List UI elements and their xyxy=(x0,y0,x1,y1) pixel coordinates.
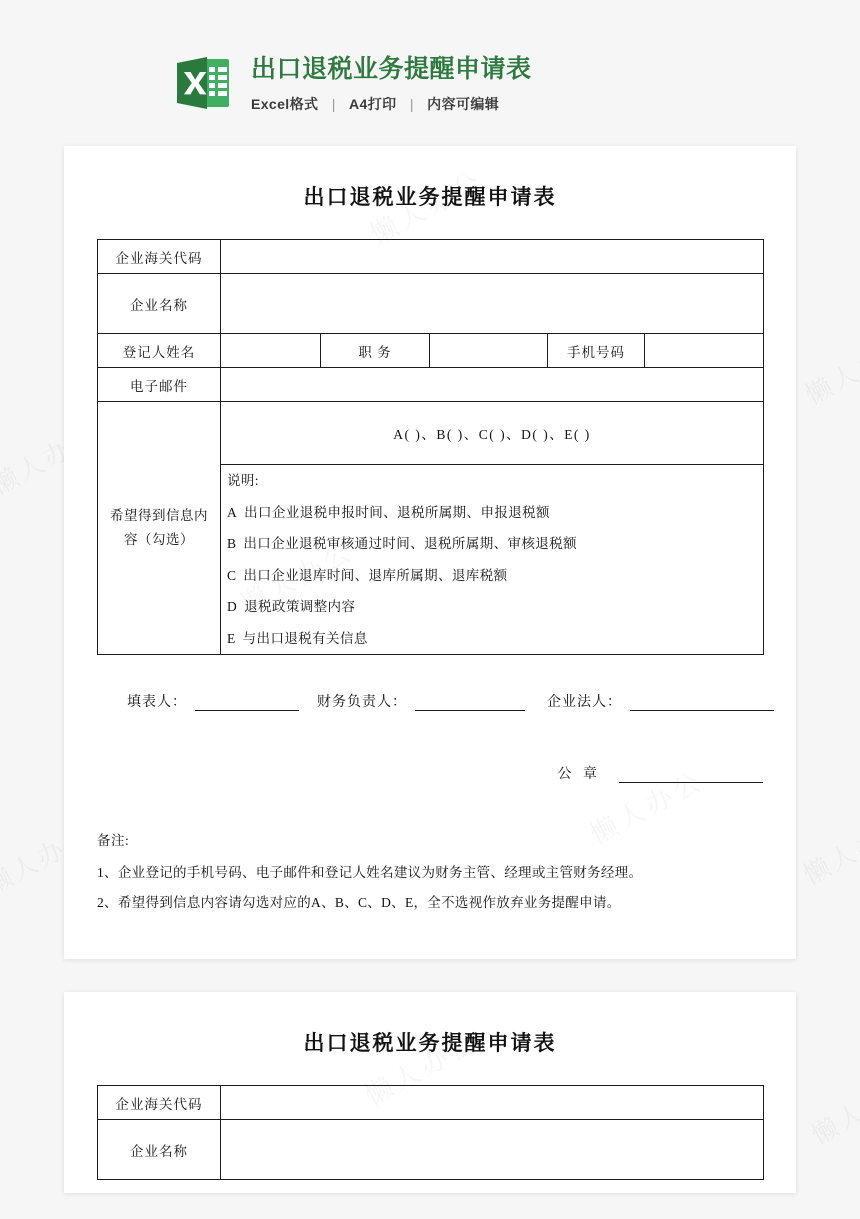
official-seal-label: 公 章 xyxy=(557,767,601,782)
table-row xyxy=(98,334,764,368)
description-item-b xyxy=(227,528,757,560)
meta-separator: | xyxy=(409,96,414,112)
description-item-e xyxy=(227,623,757,655)
legal-person-label: 企业法人： xyxy=(547,695,622,710)
meta-editable: 内容可编辑 xyxy=(427,96,500,112)
company-name-label: 企业名称 xyxy=(98,274,221,334)
background-watermark xyxy=(798,325,860,412)
company-name-field[interactable] xyxy=(221,274,764,334)
page-header xyxy=(0,0,860,114)
background-watermark xyxy=(796,805,860,892)
description-item-d xyxy=(227,591,757,623)
form-title: 出口退税业务提醒申请表 xyxy=(303,185,557,209)
description-heading: 说明: xyxy=(227,473,259,488)
remarks-line-2: 2、希望得到信息内容请勾选对应的A、B、C、D、E，全不选视作放弃业务提醒申请。 xyxy=(97,895,621,911)
mobile-number-field[interactable] xyxy=(645,334,764,368)
description-text: 出口企业退税审核通过时间、退税所属期、审核退税额 xyxy=(243,536,578,551)
description-mark: A xyxy=(227,504,238,520)
document-preview-page-1[interactable] xyxy=(64,146,796,959)
customs-code-field[interactable] xyxy=(221,240,764,274)
page-title: 出口退税业务提醒申请表 xyxy=(251,55,532,83)
description-item-a xyxy=(227,497,757,529)
form-title: 出口退税业务提醒申请表 xyxy=(303,1031,557,1056)
signature-row xyxy=(97,691,763,711)
document-preview-page-2[interactable] xyxy=(64,992,796,1193)
meta-print: A4打印 xyxy=(349,96,397,112)
meta-format: Excel格式 xyxy=(251,96,319,112)
table-row xyxy=(98,240,764,274)
email-label: 电子邮件 xyxy=(98,368,221,402)
finance-head-label: 财务负责人： xyxy=(317,695,407,710)
position-label: 职 务 xyxy=(321,334,430,368)
registrant-name-field[interactable] xyxy=(221,334,321,368)
application-form-table xyxy=(97,1085,764,1180)
description-text: 退税政策调整内容 xyxy=(244,599,356,614)
company-name-field[interactable] xyxy=(221,1120,764,1180)
remarks-heading: 备注: xyxy=(97,833,130,848)
header-text-block xyxy=(251,52,532,114)
description-item-c xyxy=(227,560,757,592)
customs-code-label: 企业海关代码 xyxy=(98,1086,221,1120)
mobile-number-label: 手机号码 xyxy=(548,334,645,368)
preparer-signature-line[interactable] xyxy=(195,696,299,711)
description-text: 出口企业退税申报时间、退税所属期、申报退税额 xyxy=(244,504,550,520)
email-field[interactable] xyxy=(221,368,764,402)
description-mark: B xyxy=(227,536,237,551)
description-mark: D xyxy=(227,599,238,614)
preparer-label: 填表人： xyxy=(127,695,187,710)
customs-code-label: 企业海关代码 xyxy=(98,240,221,274)
excel-file-icon xyxy=(175,55,231,111)
registrant-name-label: 登记人姓名 xyxy=(98,334,221,368)
finance-head-signature-line[interactable] xyxy=(415,696,525,711)
table-row xyxy=(98,1086,764,1120)
company-name-label: 企业名称 xyxy=(98,1120,221,1180)
finance-head-signature xyxy=(317,691,525,711)
description-mark: C xyxy=(227,567,237,583)
description-text: 出口企业退库时间、退库所属期、退库税额 xyxy=(243,567,508,583)
official-seal-row xyxy=(97,763,763,783)
header-meta xyxy=(251,94,532,114)
table-row xyxy=(98,368,764,402)
customs-code-field[interactable] xyxy=(221,1086,764,1120)
description-mark: E xyxy=(227,630,236,646)
option-checkboxes-line[interactable]: A( )、B( )、C( )、D( )、E( ) xyxy=(221,402,764,465)
legal-person-signature-line[interactable] xyxy=(630,696,774,711)
table-row xyxy=(98,274,764,334)
position-field[interactable] xyxy=(430,334,548,368)
background-watermark xyxy=(804,1065,860,1152)
application-form-table xyxy=(97,239,764,655)
table-row xyxy=(98,1120,764,1180)
meta-separator: | xyxy=(331,96,336,112)
wish-content-label: 希望得到信息内容（勾选） xyxy=(98,402,221,655)
description-text: 与出口退税有关信息 xyxy=(242,630,368,646)
preparer-signature xyxy=(127,691,299,711)
remarks-section xyxy=(97,829,763,911)
table-row xyxy=(98,402,764,465)
legal-person-signature xyxy=(547,691,774,711)
remarks-line-1: 1、企业登记的手机号码、电子邮件和登记人姓名建议为财务主管、经理或主管财务经理。 xyxy=(97,865,643,880)
official-seal-line[interactable] xyxy=(619,765,763,783)
description-cell xyxy=(221,465,764,655)
